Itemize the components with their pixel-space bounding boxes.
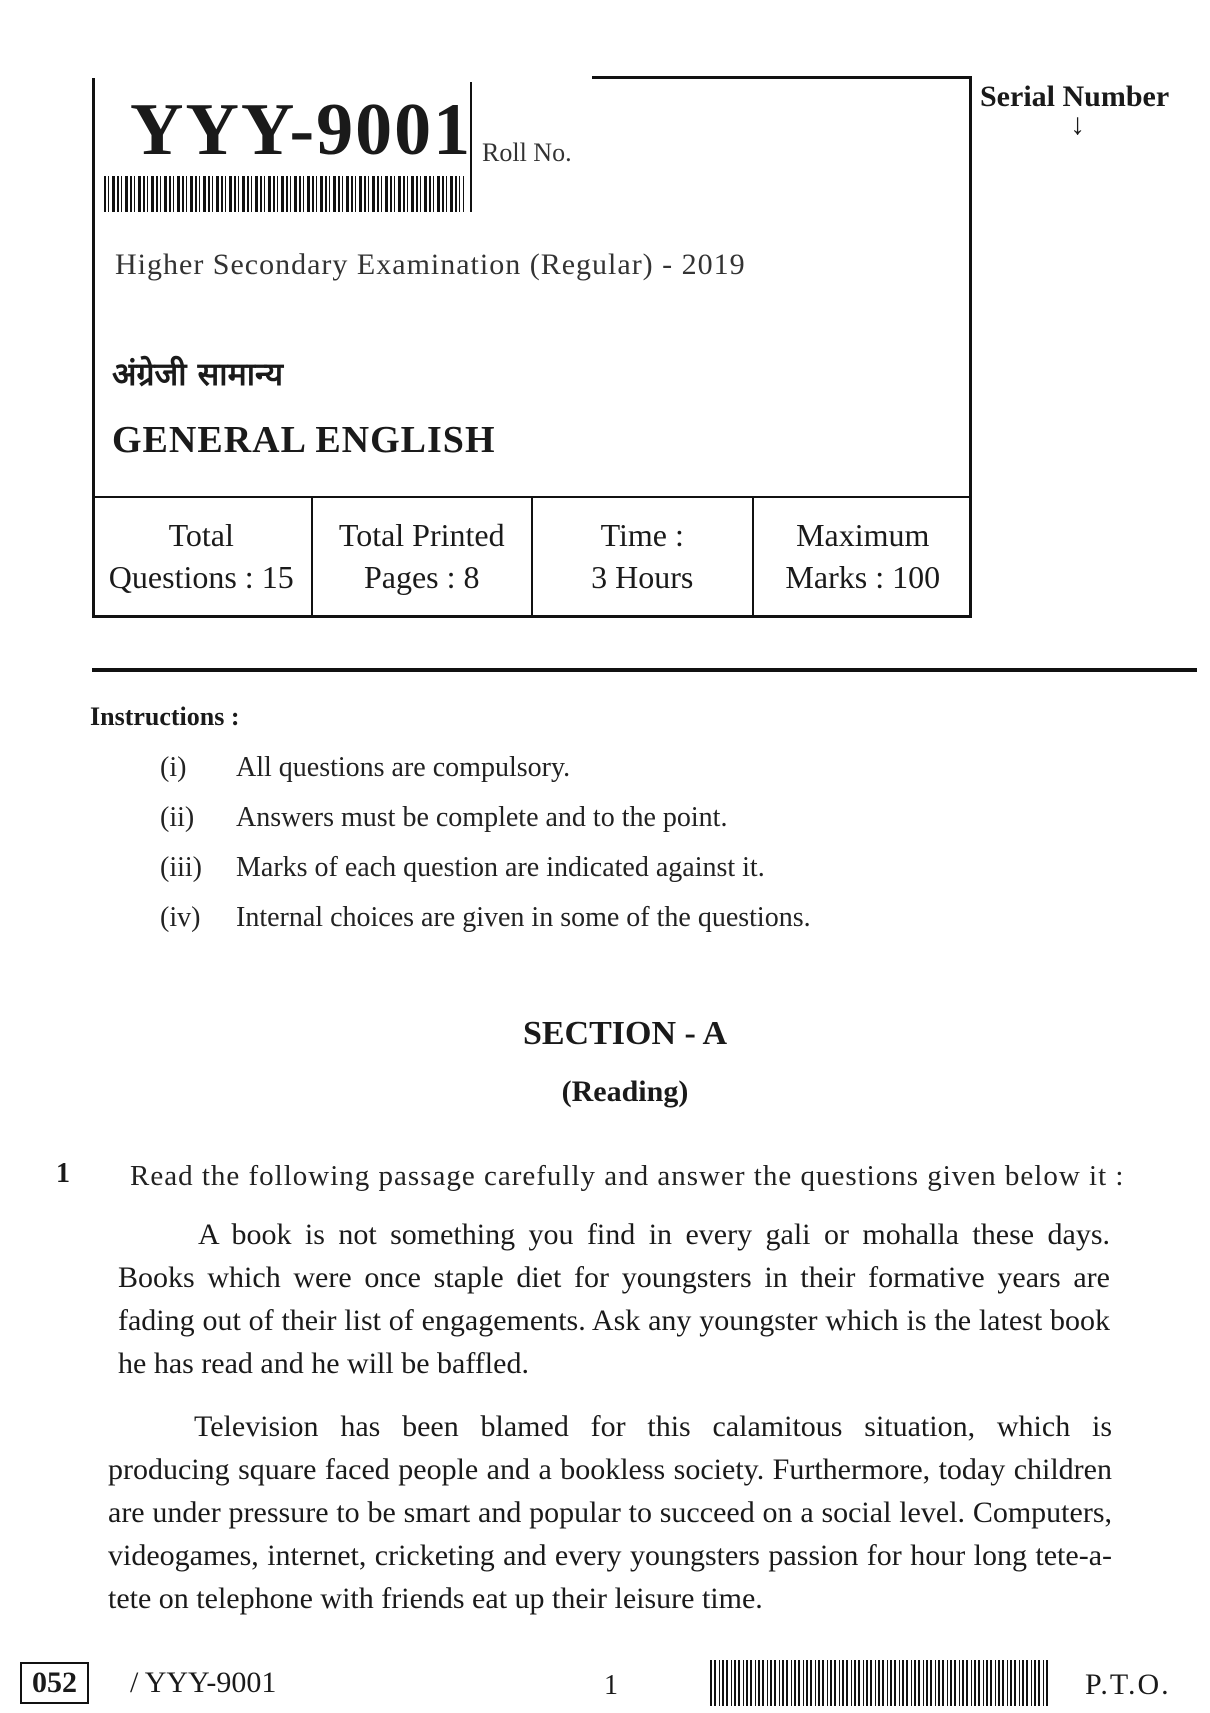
info-label: Total: [168, 517, 234, 553]
exam-info-row: [92, 498, 972, 615]
maximum-marks-cell: [754, 498, 973, 615]
barcode-top: [104, 176, 464, 212]
total-pages-cell: [313, 498, 534, 615]
instruction-number: (iv): [160, 902, 201, 933]
horizontal-rule: [92, 668, 1197, 672]
instruction-text: Marks of each question are indicated against it.: [236, 852, 765, 883]
subject-title-hindi: अंग्रेजी सामान्य: [112, 355, 284, 393]
section-title: SECTION - A: [522, 1015, 728, 1052]
page-number: 1: [604, 1670, 618, 1701]
barcode-bottom: [710, 1660, 1050, 1706]
serial-number-label: Serial Number: [980, 80, 1170, 113]
info-value: Questions : 15: [108, 559, 294, 595]
exam-name: Higher Secondary Examination (Regular) - 2019: [115, 248, 746, 281]
total-questions-cell: [92, 498, 313, 615]
roll-number-label: Roll No.: [482, 138, 572, 167]
header-top-rule: [592, 76, 972, 79]
info-label: Maximum: [796, 517, 930, 553]
instruction-number: (i): [160, 752, 187, 783]
subject-title: GENERAL ENGLISH: [112, 419, 496, 461]
please-turn-over: P.T.O.: [1085, 1668, 1171, 1701]
passage-paragraph: A book is not something you find in every gali or mohalla these days. Books which were once staple diet for youngsters in their formative years are fading out of their list of engagements. Ask any youngster which is the latest book he has read and he will be baffled.: [118, 1218, 1110, 1380]
instruction-text: Internal choices are given in some of the questions.: [236, 902, 811, 933]
info-value: Pages : 8: [363, 559, 480, 595]
question-number: 1: [56, 1158, 70, 1189]
instruction-item: [160, 852, 765, 884]
arrow-down-icon: ↓: [1070, 108, 1085, 141]
instruction-text: Answers must be complete and to the point.: [236, 802, 728, 833]
footer-paper-code: / YYY-9001: [130, 1666, 277, 1699]
passage-paragraph: Television has been blamed for this calamitous situation, which is producing square faced people and a bookless society. Furthermore, today children are under pressure to be smart and popular to succeed on a social level. Computers, videogames, internet, cricketing and every youngsters passion for hour long tete-a-tete on telephone with friends eat up their leisure time.: [108, 1410, 1112, 1615]
instruction-item: [160, 902, 811, 934]
instruction-item: [160, 752, 570, 784]
paper-code: YYY-9001: [130, 89, 473, 171]
instruction-number: (iii): [160, 852, 202, 883]
section-subtitle: (Reading): [561, 1075, 689, 1108]
instruction-text: All questions are compulsory.: [236, 752, 571, 783]
instructions-heading: Instructions :: [90, 702, 240, 731]
instruction-item: [160, 802, 727, 834]
instruction-number: (ii): [160, 802, 195, 833]
info-value: Marks : 100: [785, 559, 941, 595]
info-value: 3 Hours: [591, 559, 694, 595]
info-label: Total Printed: [338, 517, 505, 553]
page-code-box: 052: [20, 1662, 89, 1704]
time-cell: [533, 498, 754, 615]
question-text: Read the following passage carefully and answer the questions given below it :: [130, 1160, 1125, 1192]
info-label: Time :: [600, 517, 684, 553]
